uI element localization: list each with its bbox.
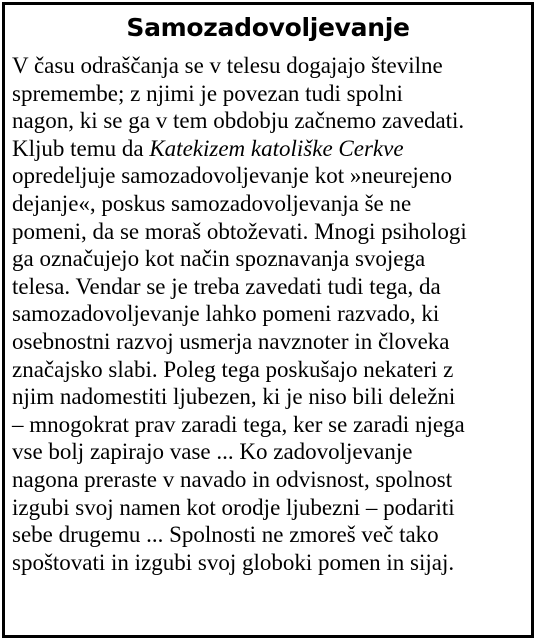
text-line: spremembe; z njimi je povezan tudi spolni	[12, 80, 403, 106]
text-line: vse bolj zapirajo vase ... Ko zadovoljevanje	[12, 439, 413, 465]
text-line: izgubi svoj namen kot orodje ljubezni – podariti	[12, 494, 455, 520]
text-line	[12, 135, 532, 163]
text-segment: Kljub temu da	[12, 135, 150, 161]
text-line: ga označujejo kot način spoznavanja svojega	[12, 246, 426, 272]
italic-book-title: Katekizem katoliške Cerkve	[149, 135, 404, 161]
text-line: samozadovoljevanje lahko pomeni razvado, ki	[12, 301, 440, 327]
text-line: pomeni, da se moraš obtoževati. Mnogi psihologi	[12, 218, 467, 244]
text-line: – mnogokrat prav zaradi tega, ker se zaradi njega	[12, 411, 465, 437]
text-line: spoštovati in izgubi svoj globoki pomen in sijaj.	[12, 549, 455, 575]
text-line: telesa. Vendar se je treba zavedati tudi tega, da	[12, 273, 441, 299]
text-line: njim nadomestiti ljubezen, ki je niso bili deležni	[12, 384, 456, 410]
text-line: dejanje«, poskus samozadovoljevanja še ne	[12, 190, 412, 216]
body-paragraph	[12, 52, 532, 576]
text-line: osebnostni razvoj usmerja navznoter in človeka	[12, 328, 450, 354]
text-box	[2, 2, 534, 638]
text-line: nagon, ki se ga v tem obdobju začnemo zavedati.	[12, 108, 465, 134]
text-line: V času odraščanja se v telesu dogajajo številne	[12, 53, 443, 78]
text-line: sebe drugemu ... Spolnosti ne zmoreš več tako	[12, 522, 439, 548]
text-line: nagona preraste v navado in odvisnost, spolnost	[12, 466, 453, 492]
text-line: značajsko slabi. Poleg tega poskušajo nekateri z	[12, 356, 454, 382]
page-title: Samozadovoljevanje	[126, 13, 410, 42]
text-line: opredeljuje samozadovoljevanje kot »neurejeno	[12, 163, 453, 189]
